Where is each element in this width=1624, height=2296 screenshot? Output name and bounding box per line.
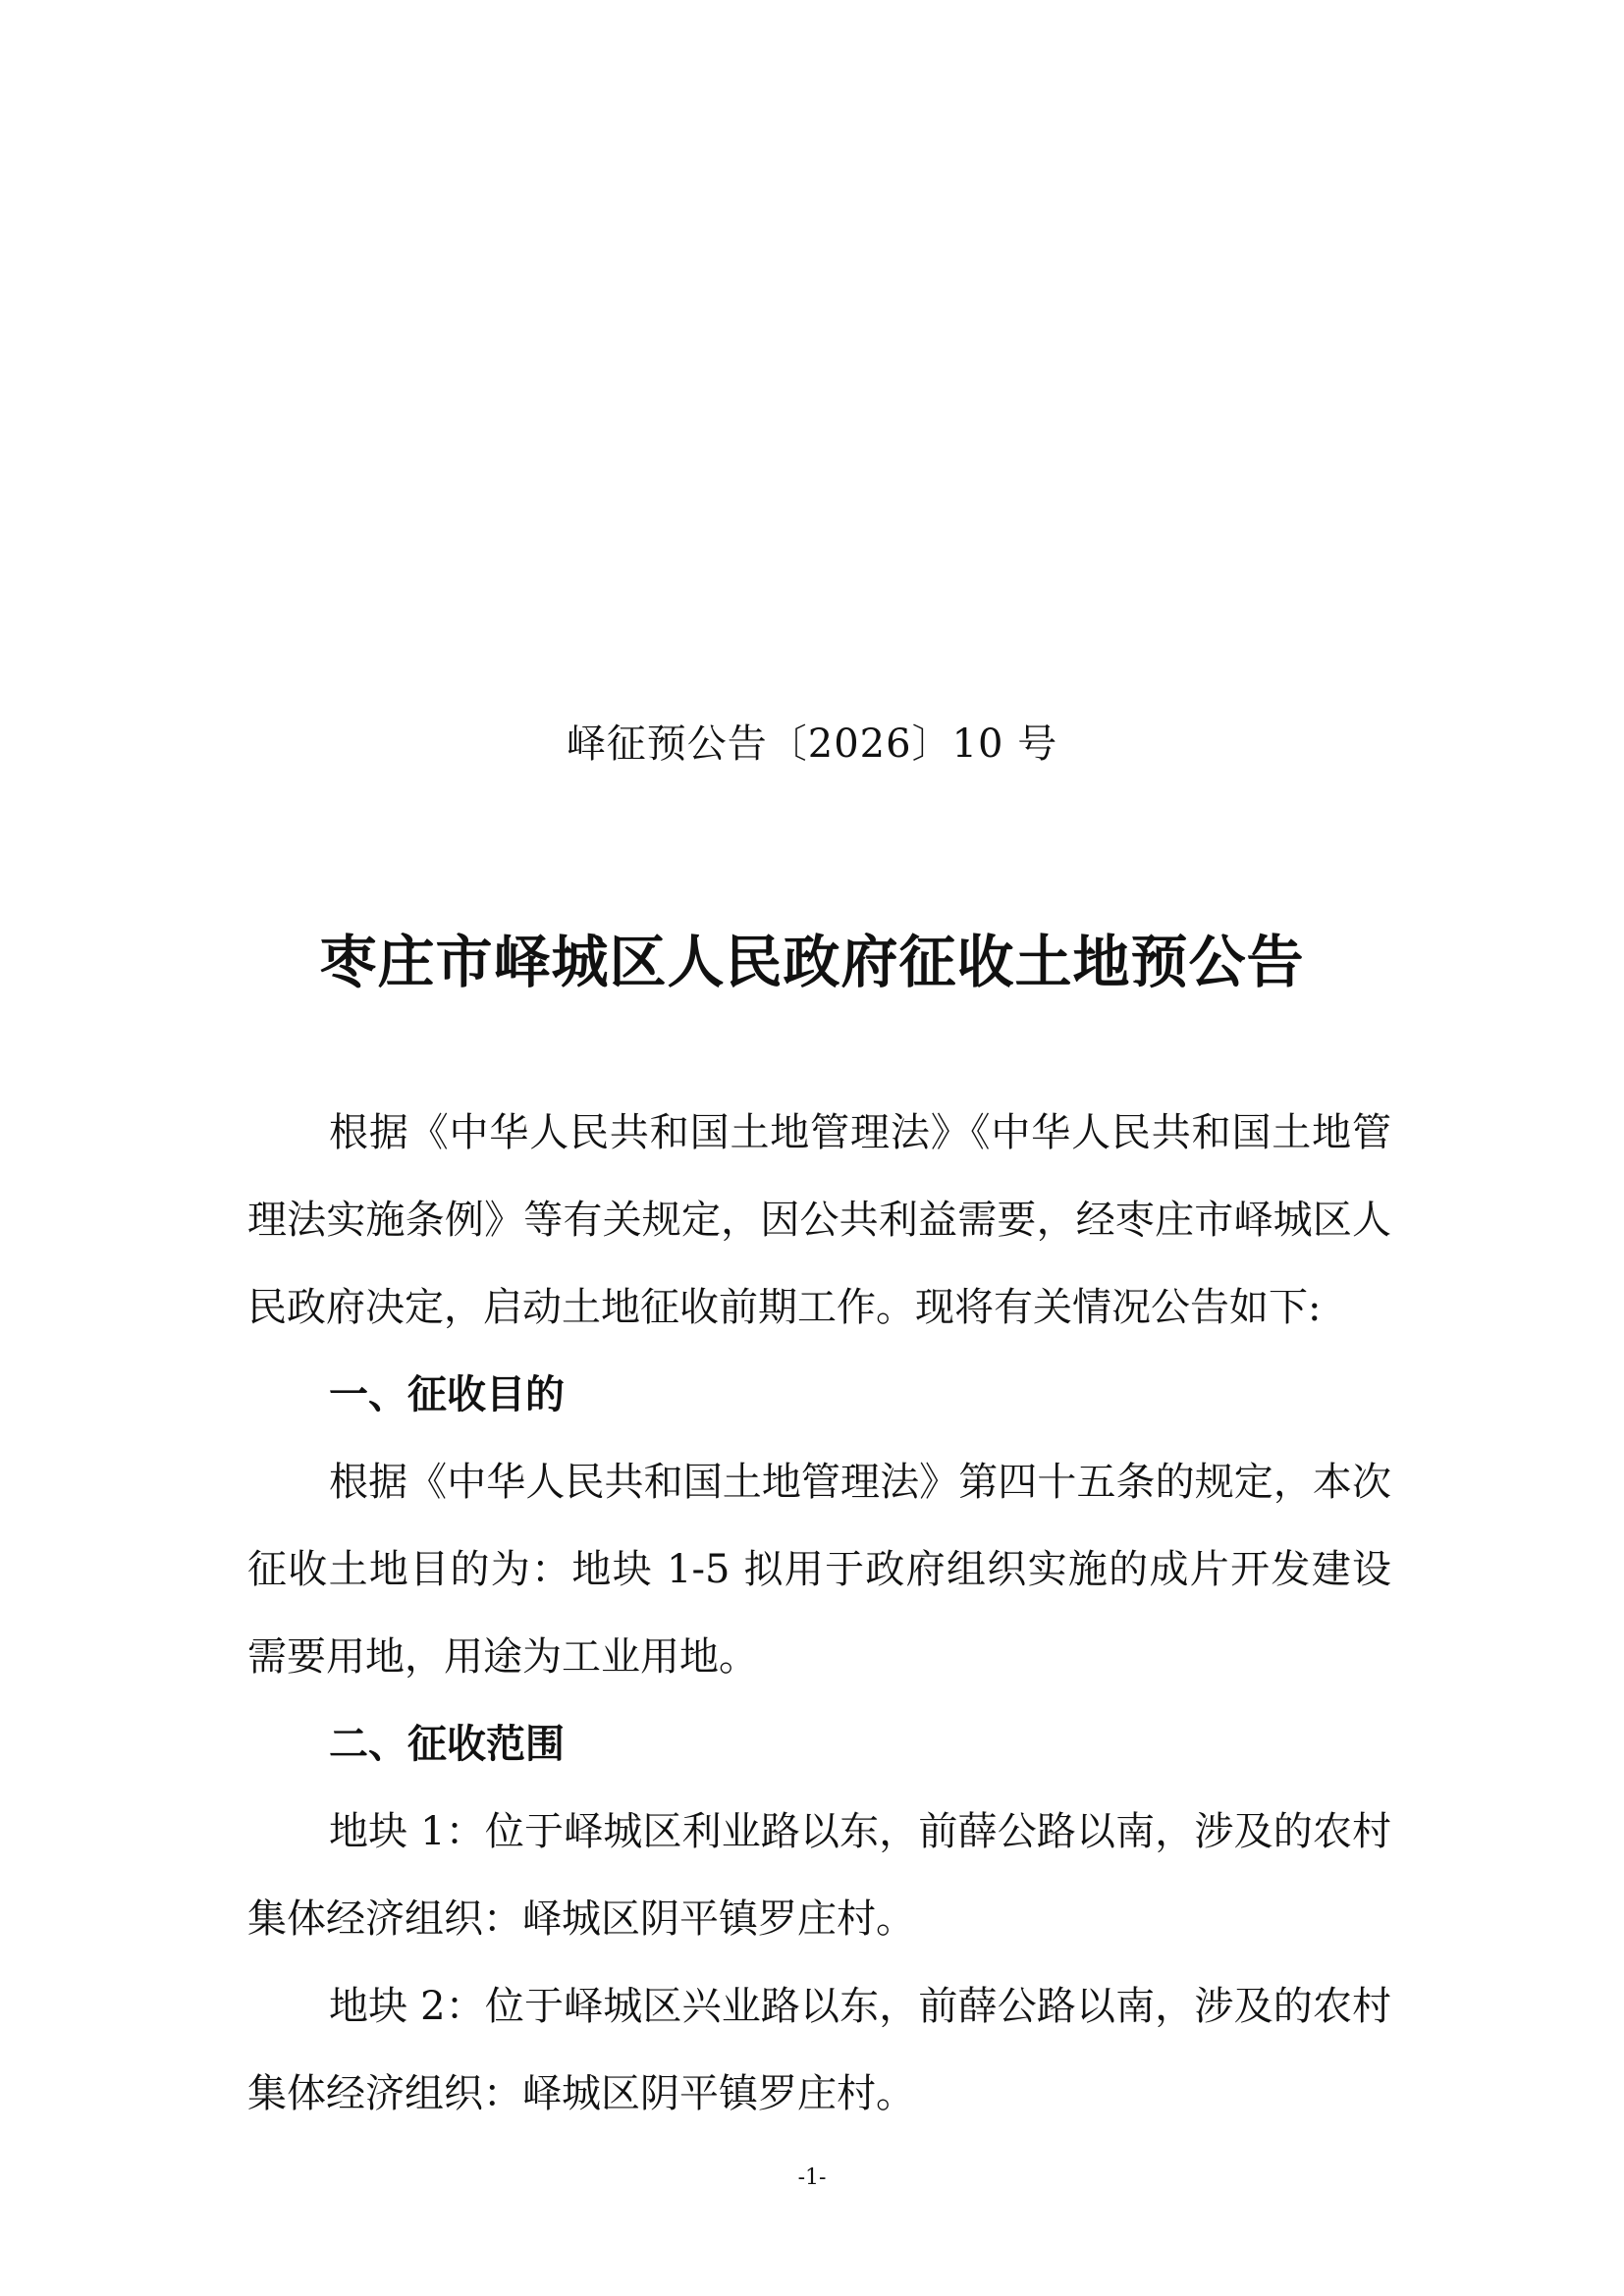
document-number: 峄征预公告〔2026〕10 号 <box>566 721 1058 767</box>
parcel-1-paragraph: 地块 1：位于峄城区利业路以东，前薛公路以南，涉及的农村集体经济组织：峄城区阴平镇罗庄村。 <box>247 1809 1391 1942</box>
page-number: -1- <box>797 2165 827 2190</box>
intro-paragraph: 根据《中华人民共和国土地管理法》《中华人民共和国土地管理法实施条例》等有关规定，因公共利益需要，经枣庄市峄城区人民政府决定，启动土地征收前期工作。现将有关情况公告如下: <box>247 1110 1391 1330</box>
purpose-paragraph: 根据《中华人民共和国土地管理法》第四十五条的规定，本次征收土地目的为：地块 1-5 拟用于政府组织实施的成片开发建设需要用地，用途为工业用地。 <box>247 1460 1391 1680</box>
section-heading-purpose: 一、征收目的 <box>329 1372 565 1417</box>
document-title: 枣庄市峄城区人民政府征收土地预公告 <box>319 929 1305 995</box>
document-body <box>247 1090 1391 2138</box>
section-heading-scope: 二、征收范围 <box>329 1722 565 1767</box>
parcel-2-paragraph: 地块 2：位于峄城区兴业路以东，前薛公路以南，涉及的农村集体经济组织：峄城区阴平镇罗庄村。 <box>247 1984 1391 2116</box>
